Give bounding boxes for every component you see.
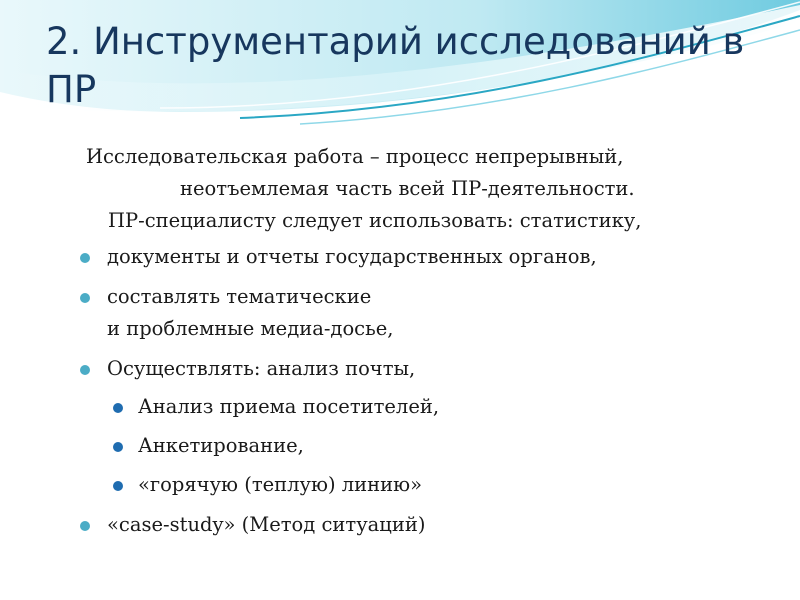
sub-bullet-dot-icon	[113, 403, 123, 413]
bullet-dot-icon	[80, 521, 90, 531]
sub-bullet-dot-icon	[113, 481, 123, 491]
bullet-dot-icon	[80, 253, 90, 263]
bullet-dot-icon	[80, 293, 90, 303]
intro-line: Исследовательская работа – процесс непрерывный,	[86, 145, 624, 168]
bullet-text: документы и отчеты государственных органов,	[107, 245, 597, 268]
bullet-text: составлять тематические	[107, 285, 372, 308]
sub-bullet-text: Анализ приема посетителей,	[138, 395, 440, 418]
sub-bullet-dot-icon	[113, 442, 123, 452]
bullet-text: Осуществлять: анализ почты,	[107, 357, 416, 380]
sub-bullet-text: Анкетирование,	[138, 434, 304, 457]
bullet-dot-icon	[80, 365, 90, 375]
slide-title: 2. Инструментарий исследований в ПР	[46, 20, 745, 111]
bullet-text: «case-study» (Метод ситуаций)	[107, 513, 426, 536]
sub-bullet-text: «горячую (теплую) линию»	[138, 473, 423, 496]
intro-line: неотъемлемая часть всей ПР-деятельности.	[180, 177, 635, 200]
intro-line: ПР-специалисту следует использовать: статистику,	[108, 209, 642, 232]
bullet-continuation: и проблемные медиа-досье,	[107, 317, 394, 340]
